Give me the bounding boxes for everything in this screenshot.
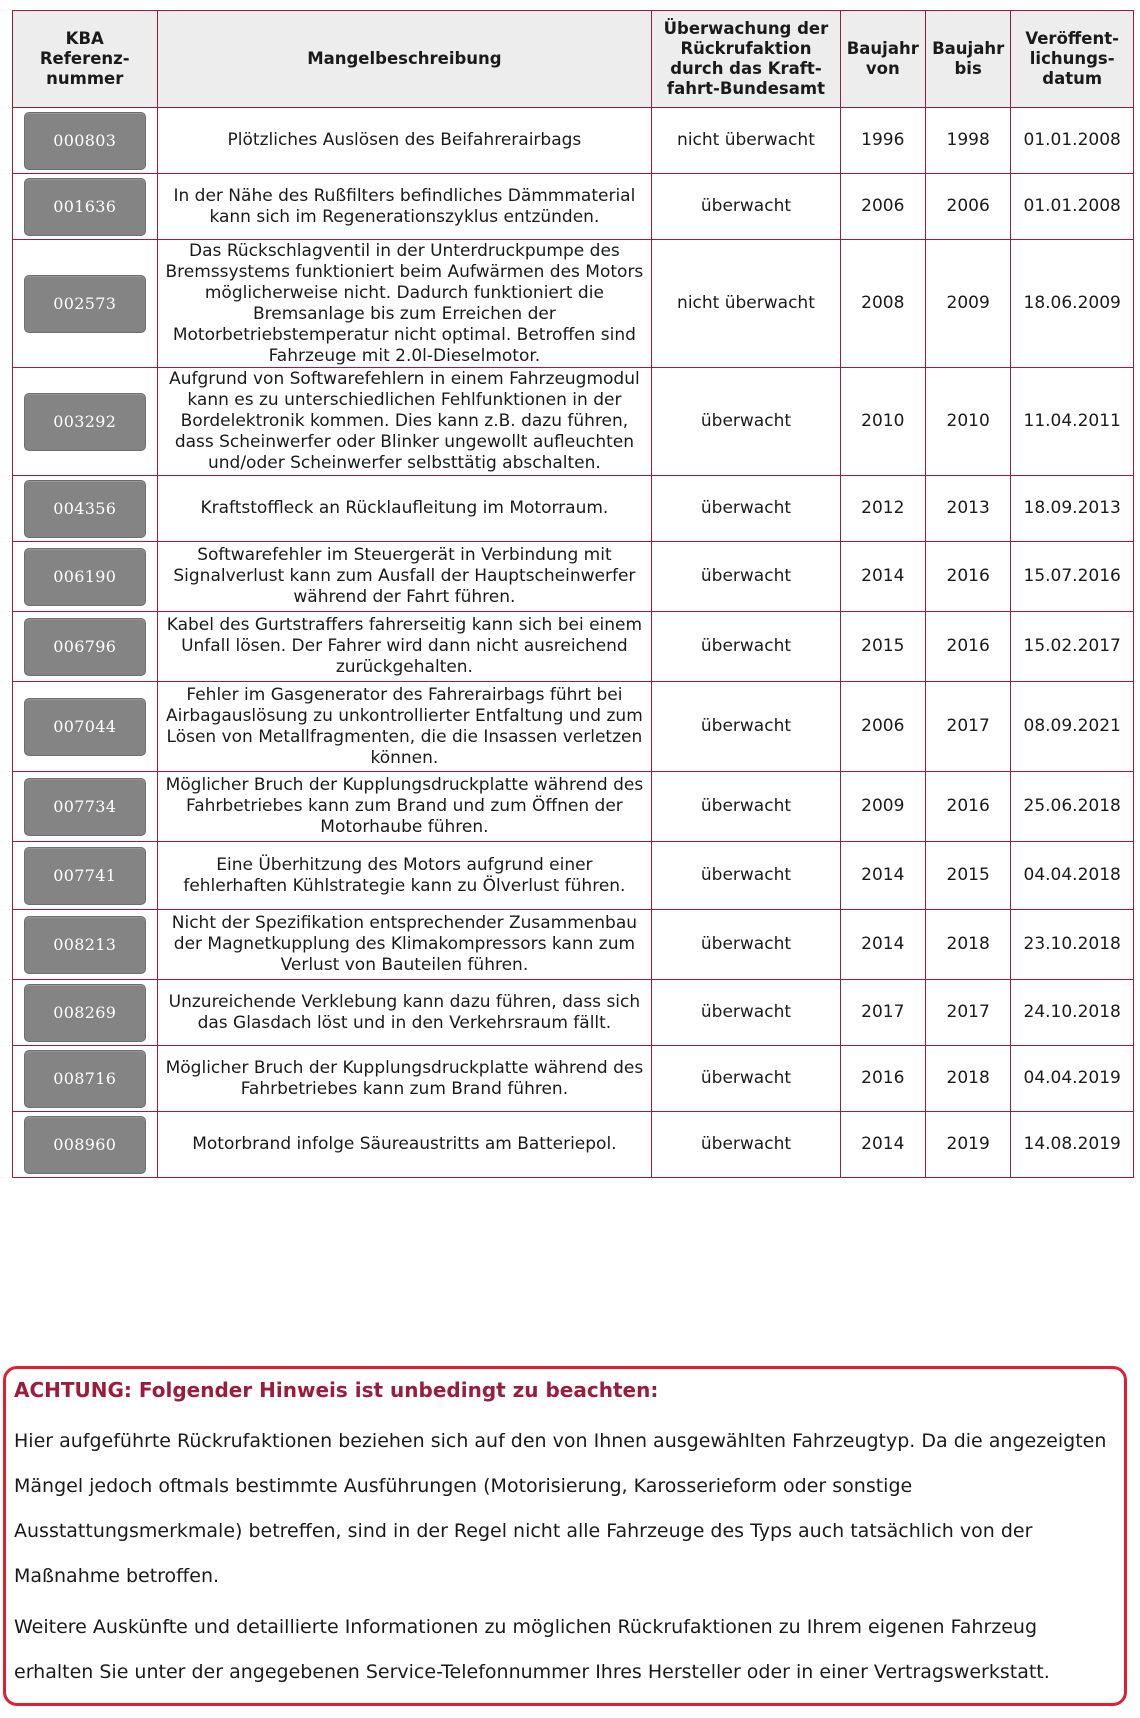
date-cell: 01.01.2008 — [1011, 174, 1134, 240]
year-from-cell: 2008 — [840, 240, 925, 368]
year-to-cell: 2016 — [925, 542, 1010, 612]
year-from-cell: 2015 — [840, 612, 925, 682]
year-to-cell: 2019 — [925, 1112, 1010, 1178]
year-from-cell: 2017 — [840, 980, 925, 1046]
header-year-from: Baujahr von — [840, 11, 925, 108]
description-cell: Motorbrand infolge Säureaustritts am Batteriepol. — [157, 1112, 652, 1178]
description-cell: Fehler im Gasgenerator des Fahrerairbags führt bei Airbagauslösung zu unkontrollierter Entfaltung und zum Lösen von Metallfragmenten, die die Insassen verletzen können. — [157, 682, 652, 772]
date-cell: 18.09.2013 — [1011, 476, 1134, 542]
table-row — [13, 980, 1134, 1046]
table-row — [13, 772, 1134, 842]
year-from-cell: 2016 — [840, 1046, 925, 1112]
table-row — [13, 108, 1134, 174]
monitoring-cell: überwacht — [652, 174, 840, 240]
reference-button[interactable]: 008960 — [24, 1116, 146, 1174]
description-cell: Kraftstoffleck an Rücklaufleitung im Motorraum. — [157, 476, 652, 542]
description-cell: Softwarefehler im Steuergerät in Verbindung mit Signalverlust kann zum Ausfall der Hauptscheinwerfer während der Fahrt führen. — [157, 542, 652, 612]
table-header-row — [13, 11, 1134, 108]
year-to-cell: 2015 — [925, 842, 1010, 910]
monitoring-cell: überwacht — [652, 772, 840, 842]
description-cell: Nicht der Spezifikation entsprechender Zusammenbau der Magnetkupplung des Klimakompressors kann zum Verlust von Bauteilen führen. — [157, 910, 652, 980]
monitoring-cell: nicht überwacht — [652, 108, 840, 174]
table-row — [13, 682, 1134, 772]
monitoring-cell: überwacht — [652, 612, 840, 682]
ref-cell — [13, 476, 158, 542]
reference-button[interactable]: 008269 — [24, 984, 146, 1042]
date-cell: 04.04.2019 — [1011, 1046, 1134, 1112]
table-row — [13, 1112, 1134, 1178]
year-to-cell: 2006 — [925, 174, 1010, 240]
reference-button[interactable]: 001636 — [24, 178, 146, 236]
year-from-cell: 1996 — [840, 108, 925, 174]
header-kba-ref: KBA Referenz-nummer — [13, 11, 158, 108]
year-to-cell: 2013 — [925, 476, 1010, 542]
recall-table — [12, 10, 1134, 1178]
monitoring-cell: überwacht — [652, 1046, 840, 1112]
reference-button[interactable]: 006190 — [24, 548, 146, 606]
year-from-cell: 2006 — [840, 174, 925, 240]
table-row — [13, 368, 1134, 476]
table-row — [13, 174, 1134, 240]
date-cell: 18.06.2009 — [1011, 240, 1134, 368]
year-from-cell: 2014 — [840, 1112, 925, 1178]
reference-button[interactable]: 007044 — [24, 698, 146, 756]
ref-cell — [13, 240, 158, 368]
description-cell: Das Rückschlagventil in der Unterdruckpumpe des Bremssystems funktioniert beim Aufwärmen des Motors möglicherweise nicht. Dadurch funktioniert die Bremsanlage bis zum Erreichen der Motorbetriebstemperatur nicht optimal. Betroffen sind Fahrzeuge mit 2.0l-Dieselmotor. — [157, 240, 652, 368]
monitoring-cell: überwacht — [652, 682, 840, 772]
monitoring-cell: überwacht — [652, 368, 840, 476]
date-cell: 15.02.2017 — [1011, 612, 1134, 682]
ref-cell — [13, 1112, 158, 1178]
reference-button[interactable]: 002573 — [24, 275, 146, 333]
monitoring-cell: überwacht — [652, 910, 840, 980]
description-cell: In der Nähe des Rußfilters befindliches Dämmmaterial kann sich im Regenerationszyklus entzünden. — [157, 174, 652, 240]
description-cell: Möglicher Bruch der Kupplungsdruckplatte während des Fahrbetriebes kann zum Brand führen. — [157, 1046, 652, 1112]
monitoring-cell: überwacht — [652, 1112, 840, 1178]
table-row — [13, 1046, 1134, 1112]
year-to-cell: 2016 — [925, 612, 1010, 682]
year-from-cell: 2009 — [840, 772, 925, 842]
year-from-cell: 2012 — [840, 476, 925, 542]
year-to-cell: 2009 — [925, 240, 1010, 368]
ref-cell — [13, 612, 158, 682]
monitoring-cell: überwacht — [652, 980, 840, 1046]
table-row — [13, 542, 1134, 612]
monitoring-cell: nicht überwacht — [652, 240, 840, 368]
year-to-cell: 2016 — [925, 772, 1010, 842]
header-description: Mangelbeschreibung — [157, 11, 652, 108]
date-cell: 04.04.2018 — [1011, 842, 1134, 910]
ref-cell — [13, 980, 158, 1046]
warning-notice-box — [3, 1366, 1127, 1706]
ref-cell — [13, 1046, 158, 1112]
date-cell: 01.01.2008 — [1011, 108, 1134, 174]
year-from-cell: 2014 — [840, 542, 925, 612]
monitoring-cell: überwacht — [652, 842, 840, 910]
notice-paragraph-2: Weitere Auskünfte und detaillierte Informationen zu möglichen Rückrufaktionen zu Ihrem eigenen Fahrzeug erhalten Sie unter der angegebenen Service-Telefonnummer Ihres Hersteller oder in einer Vertragswerkstatt. — [14, 1616, 1050, 1683]
reference-button[interactable]: 007734 — [24, 778, 146, 836]
year-to-cell: 2018 — [925, 1046, 1010, 1112]
date-cell: 15.07.2016 — [1011, 542, 1134, 612]
header-year-to: Baujahr bis — [925, 11, 1010, 108]
reference-button[interactable]: 000803 — [24, 112, 146, 170]
ref-cell — [13, 542, 158, 612]
reference-button[interactable]: 008213 — [24, 916, 146, 974]
description-cell: Eine Überhitzung des Motors aufgrund einer fehlerhaften Kühlstrategie kann zu Ölverlust führen. — [157, 842, 652, 910]
description-cell: Möglicher Bruch der Kupplungsdruckplatte während des Fahrbetriebes kann zum Brand und zum Öffnen der Motorhaube führen. — [157, 772, 652, 842]
description-cell: Aufgrund von Softwarefehlern in einem Fahrzeugmodul kann es zu unterschiedlichen Fehlfunktionen in der Bordelektronik kommen. Dies kann z.B. dazu führen, dass Scheinwerfer oder Blinker ungewollt aufleuchten und/oder Scheinwerfer selbsttätig abschalten. — [157, 368, 652, 476]
year-to-cell: 1998 — [925, 108, 1010, 174]
date-cell: 11.04.2011 — [1011, 368, 1134, 476]
reference-button[interactable]: 006796 — [24, 618, 146, 676]
date-cell: 24.10.2018 — [1011, 980, 1134, 1046]
reference-button[interactable]: 007741 — [24, 847, 146, 905]
reference-button[interactable]: 008716 — [24, 1050, 146, 1108]
year-to-cell: 2010 — [925, 368, 1010, 476]
ref-cell — [13, 368, 158, 476]
reference-button[interactable]: 004356 — [24, 480, 146, 538]
table-row — [13, 910, 1134, 980]
ref-cell — [13, 174, 158, 240]
ref-cell — [13, 682, 158, 772]
table-row — [13, 612, 1134, 682]
ref-cell — [13, 108, 158, 174]
ref-cell — [13, 772, 158, 842]
year-to-cell: 2017 — [925, 980, 1010, 1046]
header-publication-date: Veröffent-lichungs-datum — [1011, 11, 1134, 108]
monitoring-cell: überwacht — [652, 476, 840, 542]
monitoring-cell: überwacht — [652, 542, 840, 612]
date-cell: 08.09.2021 — [1011, 682, 1134, 772]
description-cell: Plötzliches Auslösen des Beifahrerairbags — [157, 108, 652, 174]
table-row — [13, 240, 1134, 368]
year-to-cell: 2018 — [925, 910, 1010, 980]
year-from-cell: 2014 — [840, 842, 925, 910]
ref-cell — [13, 910, 158, 980]
description-cell: Unzureichende Verklebung kann dazu führen, dass sich das Glasdach löst und in den Verkehrsraum fällt. — [157, 980, 652, 1046]
table-row — [13, 476, 1134, 542]
reference-button[interactable]: 003292 — [24, 393, 146, 451]
date-cell: 14.08.2019 — [1011, 1112, 1134, 1178]
notice-paragraph-1: Hier aufgeführte Rückrufaktionen beziehen sich auf den von Ihnen ausgewählten Fahrzeugtyp. Da die angezeigten Mängel jedoch oftmals bestimmte Ausführungen (Motorisierung, Karosserieform oder sonstige Ausstattungsmerkmale) betreffen, sind in der Regel nicht alle Fahrzeuge des Typs auch tatsächlich von der Maßnahme betroffen. — [14, 1430, 1107, 1587]
year-to-cell: 2017 — [925, 682, 1010, 772]
year-from-cell: 2010 — [840, 368, 925, 476]
date-cell: 25.06.2018 — [1011, 772, 1134, 842]
ref-cell — [13, 842, 158, 910]
date-cell: 23.10.2018 — [1011, 910, 1134, 980]
description-cell: Kabel des Gurtstraffers fahrerseitig kann sich bei einem Unfall lösen. Der Fahrer wird dann nicht ausreichend zurückgehalten. — [157, 612, 652, 682]
header-monitoring: Überwachung der Rückrufaktion durch das Kraft-fahrt-Bundesamt — [652, 11, 840, 108]
notice-title: ACHTUNG: Folgender Hinweis ist unbedingt zu beachten: — [14, 1378, 659, 1402]
year-from-cell: 2006 — [840, 682, 925, 772]
year-from-cell: 2014 — [840, 910, 925, 980]
table-row — [13, 842, 1134, 910]
